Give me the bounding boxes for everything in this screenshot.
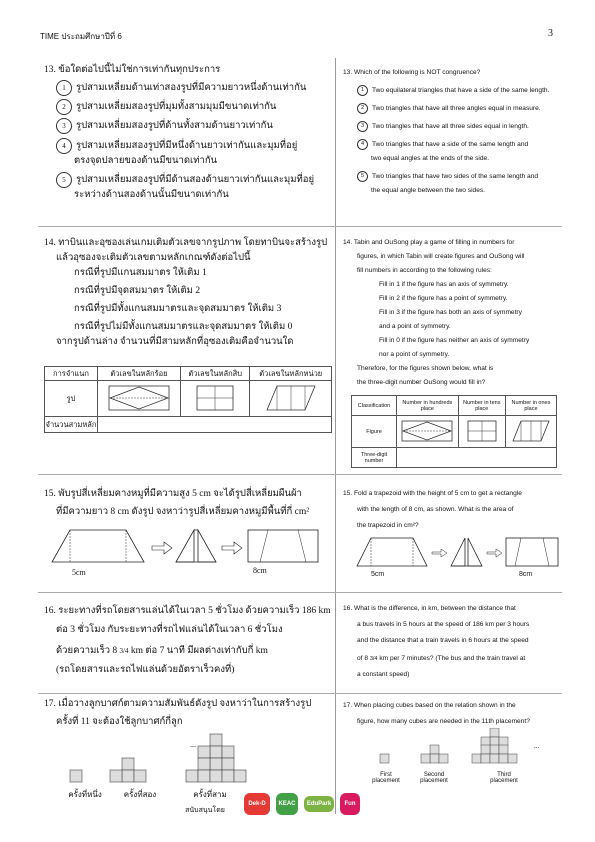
option-text: รูปสามเหลี่ยมสองรูปที่ด้านทั้งสามด้านยาวเท่ากัน <box>76 121 273 132</box>
option-text: Two triangles that have two sides of the same length and <box>372 173 539 180</box>
table-header: Classification <box>352 396 397 416</box>
q14-thai-table <box>44 366 332 433</box>
table-row-label: รูป <box>45 381 98 417</box>
continuation-dots: ... <box>534 742 540 750</box>
table-header: ตัวเลขในหลักสิบ <box>180 367 250 381</box>
question-line: figures, in which Tabin will create figures and OuSong will <box>357 253 525 260</box>
parallelogram-figure <box>250 381 332 417</box>
option-text: Two triangles that have all three angles equal in measure. <box>372 105 541 112</box>
question-line: แล้วอุซองจะเติมตัวเลขตามหลักเกณฑ์ดังต่อไปนี้ <box>56 253 251 263</box>
question-line: and the distance that a train travels in 6 hours at the speed <box>357 637 529 644</box>
length-label: 8cm <box>253 566 267 575</box>
question-title: 13. ข้อใดต่อไปนี้ไม่ใช่การเท่ากันทุกประการ <box>44 65 221 75</box>
table-row-label: Figure <box>352 416 397 448</box>
option-text: ตรงจุดปลายของด้านมีขนาดเท่ากัน <box>74 155 218 166</box>
question-line: a bus travels in 5 hours at the speed of 186 km per 3 hours <box>357 621 530 628</box>
option-2-marker: 2 <box>56 99 72 115</box>
page-number: 3 <box>548 28 553 39</box>
question-line: of 8 <box>357 655 368 662</box>
placement-caption: First placement <box>372 772 400 784</box>
question-line: ครั้งที่ 11 จะต้องใช้ลูกบาศก์กี่ลูก <box>56 717 183 727</box>
header-title: TIME ประถมศึกษาปีที่ 6 <box>40 32 122 41</box>
option-3-marker: 3 <box>357 121 368 132</box>
answer-cell <box>98 417 332 433</box>
placement-caption: ครั้งที่หนึ่ง <box>68 790 102 799</box>
table-header: การจำแนก <box>45 367 98 381</box>
fraction: 3/4 <box>369 656 378 662</box>
q13-english <box>343 66 558 198</box>
question-line: (รถโดยสารและรถไฟแล่นด้วยอัตราเร็วคงที่) <box>56 665 235 675</box>
question-line: Therefore, for the figures shown below, what is <box>357 365 494 372</box>
cube-placements-figure <box>60 720 270 790</box>
answer-cell <box>397 448 557 468</box>
question-line: 15. Fold a trapezoid with the height of 5 cm to get a rectangle <box>343 490 522 497</box>
rule-line: กรณีที่รูปมีจุดสมมาตร ให้เติม 2 <box>74 286 201 296</box>
option-text: Two equilateral triangles that have a side of the same length. <box>372 87 550 94</box>
option-5-marker: 5 <box>357 171 368 182</box>
option-1-marker: 1 <box>56 80 72 96</box>
rule-line: nor a point of symmetry. <box>379 351 450 358</box>
q14-english <box>343 236 558 390</box>
question-title: 13. Which of the following is NOT congruence? <box>343 69 481 76</box>
question-line: จากรูปด้านล่าง จำนวนที่มีสามหลักที่อุซองเติมคือจำนวนใด <box>56 337 294 347</box>
option-5-marker: 5 <box>56 172 72 188</box>
question-line: ที่มีความยาว 8 cm ดังรูป จงหาว่ารูปสี่เหลี่ยมคางหมูมีพื้นที่กี่ cm² <box>56 507 310 517</box>
option-2-marker: 2 <box>357 103 368 114</box>
question-line: 17. เมื่อวางลูกบาศก์ตามความสัมพันธ์ดังรูป จงหาว่าในการสร้างรูป <box>44 699 312 709</box>
option-text: รูปสามเหลี่ยมด้านเท่าสองรูปที่มีความยาวหนึ่งด้านเท่ากัน <box>76 83 307 94</box>
option-text: the equal angle between the two sides. <box>371 187 486 194</box>
continuation-dots: ... <box>190 740 196 749</box>
question-line: 14. Tabin and OuSong play a game of filling in numbers for <box>343 239 515 246</box>
length-label: 8cm <box>519 571 533 578</box>
cube-placements-figure <box>370 728 540 768</box>
q17-english <box>343 699 558 729</box>
question-line: 15. พับรูปสี่เหลี่ยมคางหมูที่มีความสูง 5 cm จะได้รูปสี่เหลี่ยมผืนผ้า <box>44 489 302 499</box>
rhombus-figure <box>397 416 459 448</box>
question-line: figure, how many cubes are needed in the 11th placement? <box>357 718 530 725</box>
rule-line: Fill in 1 if the figure has an axis of symmetry. <box>379 281 509 288</box>
option-text: Two triangles that have all three sides equal in length. <box>372 123 529 130</box>
rule-line: Fill in 3 if the figure has both an axis of symmetry <box>379 309 522 316</box>
option-text: รูปสามเหลี่ยมสองรูปที่มุมทั้งสามมุมมีขนาดเท่ากัน <box>76 102 277 113</box>
q16-thai <box>44 604 334 678</box>
option-4-marker: 4 <box>357 139 368 150</box>
sponsor-logo: Dek-D <box>244 793 270 815</box>
option-3-marker: 3 <box>56 118 72 134</box>
question-line: 14. ทาบินและอุซองเล่นเกมเติมตัวเลขจากรูปภาพ โดยทาบินจะสร้างรูป <box>44 238 328 248</box>
rule-line: Fill in 0 if the figure has neither an axis of symmetry <box>379 337 530 344</box>
placement-caption: ครั้งที่สอง <box>123 790 157 799</box>
question-line: ต่อ 3 ชั่วโมง กับระยะทางที่รถไฟแล่นได้ในเวลา 6 ชั่วโมง <box>56 625 283 635</box>
question-line: the trapezoid in cm²? <box>357 522 419 529</box>
rule-line: กรณีที่รูปมีทั้งแกนสมมาตรและจุดสมมาตร ให้เติม 3 <box>74 304 282 314</box>
rule-line: Fill in 2 if the figure has a point of symmetry. <box>379 295 508 302</box>
trapezoid-folding-figure <box>355 534 560 570</box>
table-row-label: จำนวนสามหลัก <box>45 417 98 433</box>
q14-english-table <box>351 395 557 468</box>
divider <box>38 693 562 694</box>
rhombus-figure <box>98 381 181 417</box>
fraction: 3/4 <box>119 647 129 655</box>
divider <box>38 592 562 593</box>
q15-thai <box>44 487 332 520</box>
option-text: ระหว่างด้านสองด้านนั้นมีขนาดเท่ากัน <box>74 189 229 200</box>
question-line: km per 7 minutes? (The bus and the train travel at <box>379 655 526 662</box>
divider <box>38 474 562 475</box>
question-line: a constant speed) <box>357 671 410 678</box>
placement-caption: Second placement <box>420 772 448 784</box>
placement-caption: Third placement <box>490 772 518 784</box>
question-line: with the length of 8 cm, as shown. What is the area of <box>357 506 514 513</box>
q13-thai <box>44 63 329 203</box>
q15-english <box>343 487 558 533</box>
question-line: fill numbers in according to the following rules: <box>357 267 492 274</box>
question-line: 17. When placing cubes based on the relation shown in the <box>343 702 516 709</box>
question-line: km ต่อ 7 นาที มีผลต่างเท่ากับกี่ km <box>130 646 268 656</box>
table-header: Number in hundreds place <box>397 396 459 416</box>
question-line: the three-digit number OuSong would fill in? <box>357 379 486 386</box>
option-text: two equal angles at the ends of the side. <box>371 155 490 162</box>
question-line: 16. ระยะทางที่รถโดยสารแล่นได้ในเวลา 5 ชั่วโมง ด้วยความเร็ว 186 km <box>44 606 331 616</box>
option-text: รูปสามเหลี่ยมสองรูปที่มีหนึ่งด้านยาวเท่ากันและมุมที่อยู่ <box>76 140 298 151</box>
parallelogram-figure <box>505 416 556 448</box>
rule-line: and a point of symmetry. <box>379 323 451 330</box>
sponsor-logo: EduPark <box>304 796 334 812</box>
rectangle-figure <box>458 416 505 448</box>
table-header: Number in tens place <box>458 396 505 416</box>
column-divider <box>335 58 336 814</box>
placement-caption: ครั้งที่สาม <box>193 790 227 799</box>
table-header: Number in ones place <box>505 396 556 416</box>
trapezoid-folding-figure <box>48 524 328 568</box>
divider <box>38 226 562 227</box>
table-header: ตัวเลขในหลักหน่วย <box>250 367 332 381</box>
option-text: Two triangles that have a side of the same length and <box>372 141 529 148</box>
option-text: รูปสามเหลี่ยมสองรูปที่มีด้านสองด้านยาวเท่ากันและมุมที่อยู่ <box>76 174 315 185</box>
q14-thai <box>44 236 332 350</box>
height-label: 5cm <box>72 568 86 577</box>
sponsor-logo: KEAC <box>276 793 298 815</box>
question-line: ด้วยความเร็ว 8 <box>56 646 118 656</box>
q16-english <box>343 602 558 682</box>
question-line: 16. What is the difference, in km, between the distance that <box>343 605 516 612</box>
sponsor-logo: Fun <box>340 793 360 815</box>
sponsor-label: สนับสนุนโดย <box>185 806 225 814</box>
option-4-marker: 4 <box>56 138 72 154</box>
rule-line: กรณีที่รูปไม่มีทั้งแกนสมมาตรและจุดสมมาตร ให้เติม 0 <box>74 322 293 332</box>
option-1-marker: 1 <box>357 85 368 96</box>
table-header: ตัวเลขในหลักร้อย <box>98 367 181 381</box>
table-row-label: Three-digit number <box>352 448 397 468</box>
height-label: 5cm <box>371 571 385 578</box>
rectangle-figure <box>180 381 250 417</box>
rule-line: กรณีที่รูปมีแกนสมมาตร ให้เติม 1 <box>74 268 207 278</box>
